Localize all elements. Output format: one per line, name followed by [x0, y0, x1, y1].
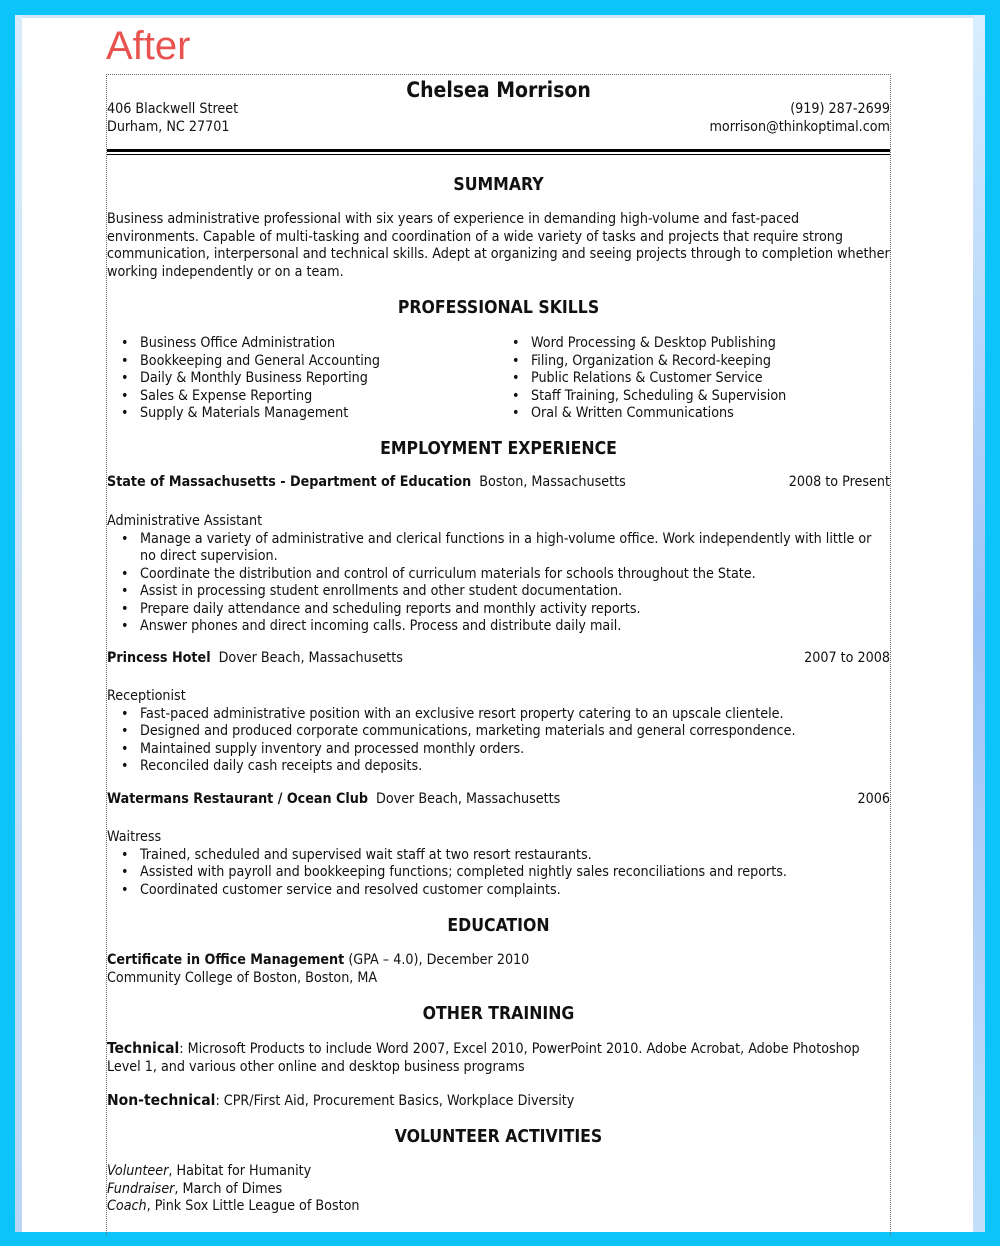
address — [107, 101, 238, 136]
volunteer-org: , March of Dimes — [174, 1180, 283, 1197]
employment-heading: EMPLOYMENT EXPERIENCE — [380, 439, 617, 459]
job-dates: 2006 — [857, 791, 890, 807]
volunteer-role: Fundraiser — [107, 1180, 175, 1197]
job-bullet: • Answer phones and direct incoming calls. Process and distribute daily mail. — [107, 618, 890, 636]
training-nontechnical — [107, 1092, 890, 1111]
skills-section — [107, 335, 890, 423]
job-header — [107, 650, 890, 668]
job-bullets — [107, 531, 890, 636]
job-bullets — [107, 847, 890, 900]
job-bullet: • Prepare daily attendance and scheduling reports and monthly activity reports. — [107, 601, 890, 619]
job-details — [107, 513, 890, 636]
skill-item: • Sales & Expense Reporting — [107, 388, 498, 406]
job-bullet: • Assist in processing student enrollments and other student documentation. — [107, 583, 890, 601]
job-details — [107, 688, 890, 776]
training-technical-text: : Microsoft Products to include Word 2007, Excel 2010, PowerPoint 2010. Adobe Acrobat, Adobe Photoshop Level 1, and various other online and desktop business programs — [107, 1041, 860, 1075]
job-bullet: • Reconciled daily cash receipts and deposits. — [107, 758, 890, 776]
job-header — [107, 791, 890, 809]
skill-item: • Supply & Materials Management — [107, 405, 498, 423]
summary-heading: SUMMARY — [453, 175, 544, 195]
job-company: State of Massachusetts - Department of Education — [107, 474, 472, 490]
volunteer-section — [107, 1163, 890, 1216]
page-edge-left — [15, 15, 22, 1232]
header-divider-thin — [107, 154, 890, 155]
education-school: Community College of Boston, Boston, MA — [107, 969, 378, 986]
skill-item: • Filing, Organization & Record-keeping — [498, 353, 889, 371]
phone: (919) 287-2699 — [790, 101, 890, 117]
skill-item: • Daily & Monthly Business Reporting — [107, 370, 498, 388]
volunteer-org: , Pink Sox Little League of Boston — [146, 1198, 360, 1214]
volunteer-role: Coach — [107, 1198, 147, 1214]
volunteer-item — [107, 1181, 890, 1199]
skill-item: • Staff Training, Scheduling & Supervision — [498, 388, 889, 406]
training-nontechnical-label: Non-technical — [107, 1091, 216, 1109]
skill-item: • Public Relations & Customer Service — [498, 370, 889, 388]
volunteer-item — [107, 1163, 890, 1181]
job-bullet: • Fast-paced administrative position with an exclusive resort property catering to an upscale clientele. — [107, 706, 890, 724]
education-detail: (GPA – 4.0), December 2010 — [344, 952, 530, 968]
job-role: Waitress — [107, 829, 162, 845]
skill-item: • Oral & Written Communications — [498, 405, 889, 423]
job-details — [107, 829, 890, 899]
email[interactable]: morrison@thinkoptimal.com — [709, 118, 890, 135]
education-section — [107, 952, 890, 987]
contact-info — [709, 101, 890, 136]
address-line-2: Durham, NC 27701 — [107, 118, 230, 135]
volunteer-heading: VOLUNTEER ACTIVITIES — [394, 1127, 603, 1147]
job-role: Administrative Assistant — [107, 513, 263, 529]
training-technical-label: Technical — [107, 1039, 180, 1057]
job-dates: 2008 to Present — [788, 474, 890, 490]
job-bullets — [107, 706, 890, 776]
volunteer-role: Volunteer — [107, 1163, 169, 1179]
job-bullet: • Assisted with payroll and bookkeeping functions; completed nightly sales reconciliations and reports. — [107, 864, 890, 882]
skill-item: • Word Processing & Desktop Publishing — [498, 335, 889, 353]
job-bullet: • Manage a variety of administrative and clerical functions in a high-volume office. Work independently with little or no direct supervision. — [107, 531, 890, 566]
job-company: Watermans Restaurant / Ocean Club — [107, 791, 368, 807]
resume-document — [106, 74, 891, 1235]
job-location: Boston, Massachusetts — [479, 474, 626, 490]
job-dates: 2007 to 2008 — [804, 650, 890, 666]
job-bullet: • Maintained supply inventory and processed monthly orders. — [107, 741, 890, 759]
summary-text: Business administrative professional with six years of experience in demanding high-volume and fast-paced environments. Capable of multi-tasking and coordination of a wide variety of tasks and projects that require strong communication, interpersonal and technical skills. Adept at organizing and seeing projects through to completion whether working independently or on a team. — [107, 211, 890, 280]
volunteer-org: , Habitat for Humanity — [168, 1163, 312, 1179]
header-divider-thick — [107, 149, 890, 152]
training-heading: OTHER TRAINING — [422, 1004, 575, 1024]
skills-heading: PROFESSIONAL SKILLS — [397, 298, 600, 318]
address-line-1: 406 Blackwell Street — [107, 101, 239, 117]
skill-item: • Bookkeeping and General Accounting — [107, 353, 498, 371]
job-location: Dover Beach, Massachusetts — [218, 650, 403, 666]
summary-section — [107, 211, 890, 281]
job-header — [107, 474, 890, 492]
job-company: Princess Hotel — [107, 650, 211, 666]
education-heading: EDUCATION — [447, 916, 550, 936]
job-bullet: • Coordinated customer service and resolved customer complaints. — [107, 882, 890, 900]
skills-right-list — [498, 335, 889, 423]
after-label: After — [106, 24, 191, 68]
training-nontechnical-text: : CPR/First Aid, Procurement Basics, Workplace Diversity — [215, 1093, 575, 1109]
training-technical — [107, 1040, 890, 1076]
page-edge-right — [973, 15, 985, 1232]
job-location: Dover Beach, Massachusetts — [376, 791, 561, 807]
education-degree: Certificate in Office Management — [107, 952, 345, 968]
page-edge-top — [15, 15, 985, 18]
volunteer-item — [107, 1198, 890, 1216]
job-role: Receptionist — [107, 688, 186, 704]
skills-left-list — [107, 335, 498, 423]
job-bullet: • Designed and produced corporate communications, marketing materials and general correspondence. — [107, 723, 890, 741]
job-bullet: • Coordinate the distribution and control of curriculum materials for schools throughout the State. — [107, 566, 890, 584]
job-bullet: • Trained, scheduled and supervised wait staff at two resort restaurants. — [107, 847, 890, 865]
skill-item: • Business Office Administration — [107, 335, 498, 353]
candidate-name: Chelsea Morrison — [406, 78, 591, 102]
education-degree-line — [107, 952, 890, 970]
